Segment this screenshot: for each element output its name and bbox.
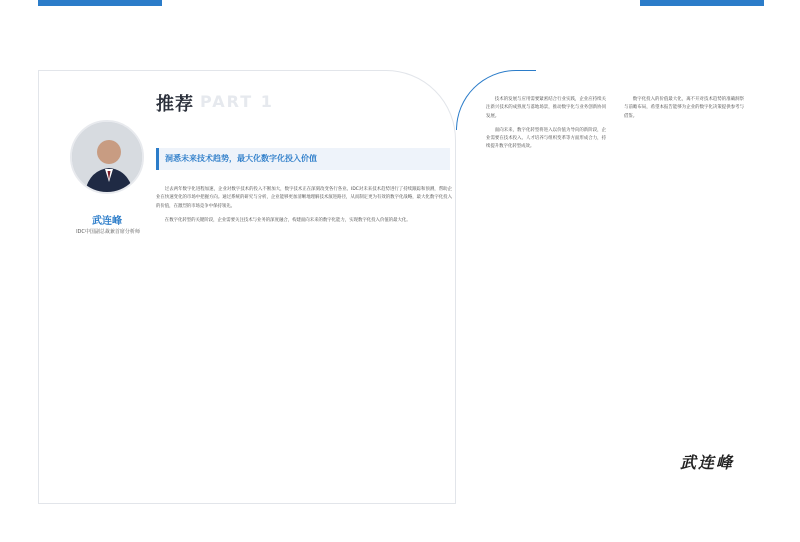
author-photo (70, 120, 144, 194)
body-column-2 (486, 96, 606, 506)
paragraph: 过去两年数字化进程加速，企业对数字技术的投入不断加大，数字技术正在深刻改变各行各业。IDC对未来技术趋势进行了持续跟踪和预测，帮助企业在快速变化的市场中把握方向。通过系统的研究与分析，企业能够更加清晰地理解技术演进路径，从而制定更为有效的数字化战略，最大化数字化投入的价值，在激烈的市场竞争中保持领先。 (156, 187, 452, 209)
author-name: 武连峰 (92, 216, 122, 227)
page-heading: 推荐 (156, 94, 194, 115)
paragraph: 数字化投入的价值最大化，离不开对技术趋势的准确洞察与前瞻布局，希望本报告能够为企业的数字化决策提供参考与借鉴。 (624, 97, 744, 119)
paragraph: 技术的发展与应用需要紧密结合行业实践，企业应持续关注新兴技术的成熟度与落地场景，推动数字化与业务创新协同发展。 (486, 97, 606, 119)
paragraph: 面向未来，数字化转型将进入以价值为导向的新阶段，企业需要在技术投入、人才培养与组织变革等方面形成合力，持续提升数字化转型成效。 (486, 127, 606, 150)
page-heading-en: PART 1 (200, 92, 274, 111)
tagline-banner: 洞悉未来技术趋势，最大化数字化投入价值 (156, 148, 450, 170)
body-column-3 (624, 96, 744, 426)
author-title: IDC中国副总裁兼首席分析师 (76, 229, 140, 235)
author-signature: 武连峰 (680, 453, 735, 472)
paragraph: 在数字化转型的关键阶段，企业需要关注技术与业务的深度融合，构建面向未来的数字化能力，实现数字化投入价值的最大化。 (164, 217, 411, 223)
top-right-accent-bar (640, 0, 764, 6)
top-left-accent-bar (38, 0, 162, 6)
body-column-1 (156, 186, 452, 498)
